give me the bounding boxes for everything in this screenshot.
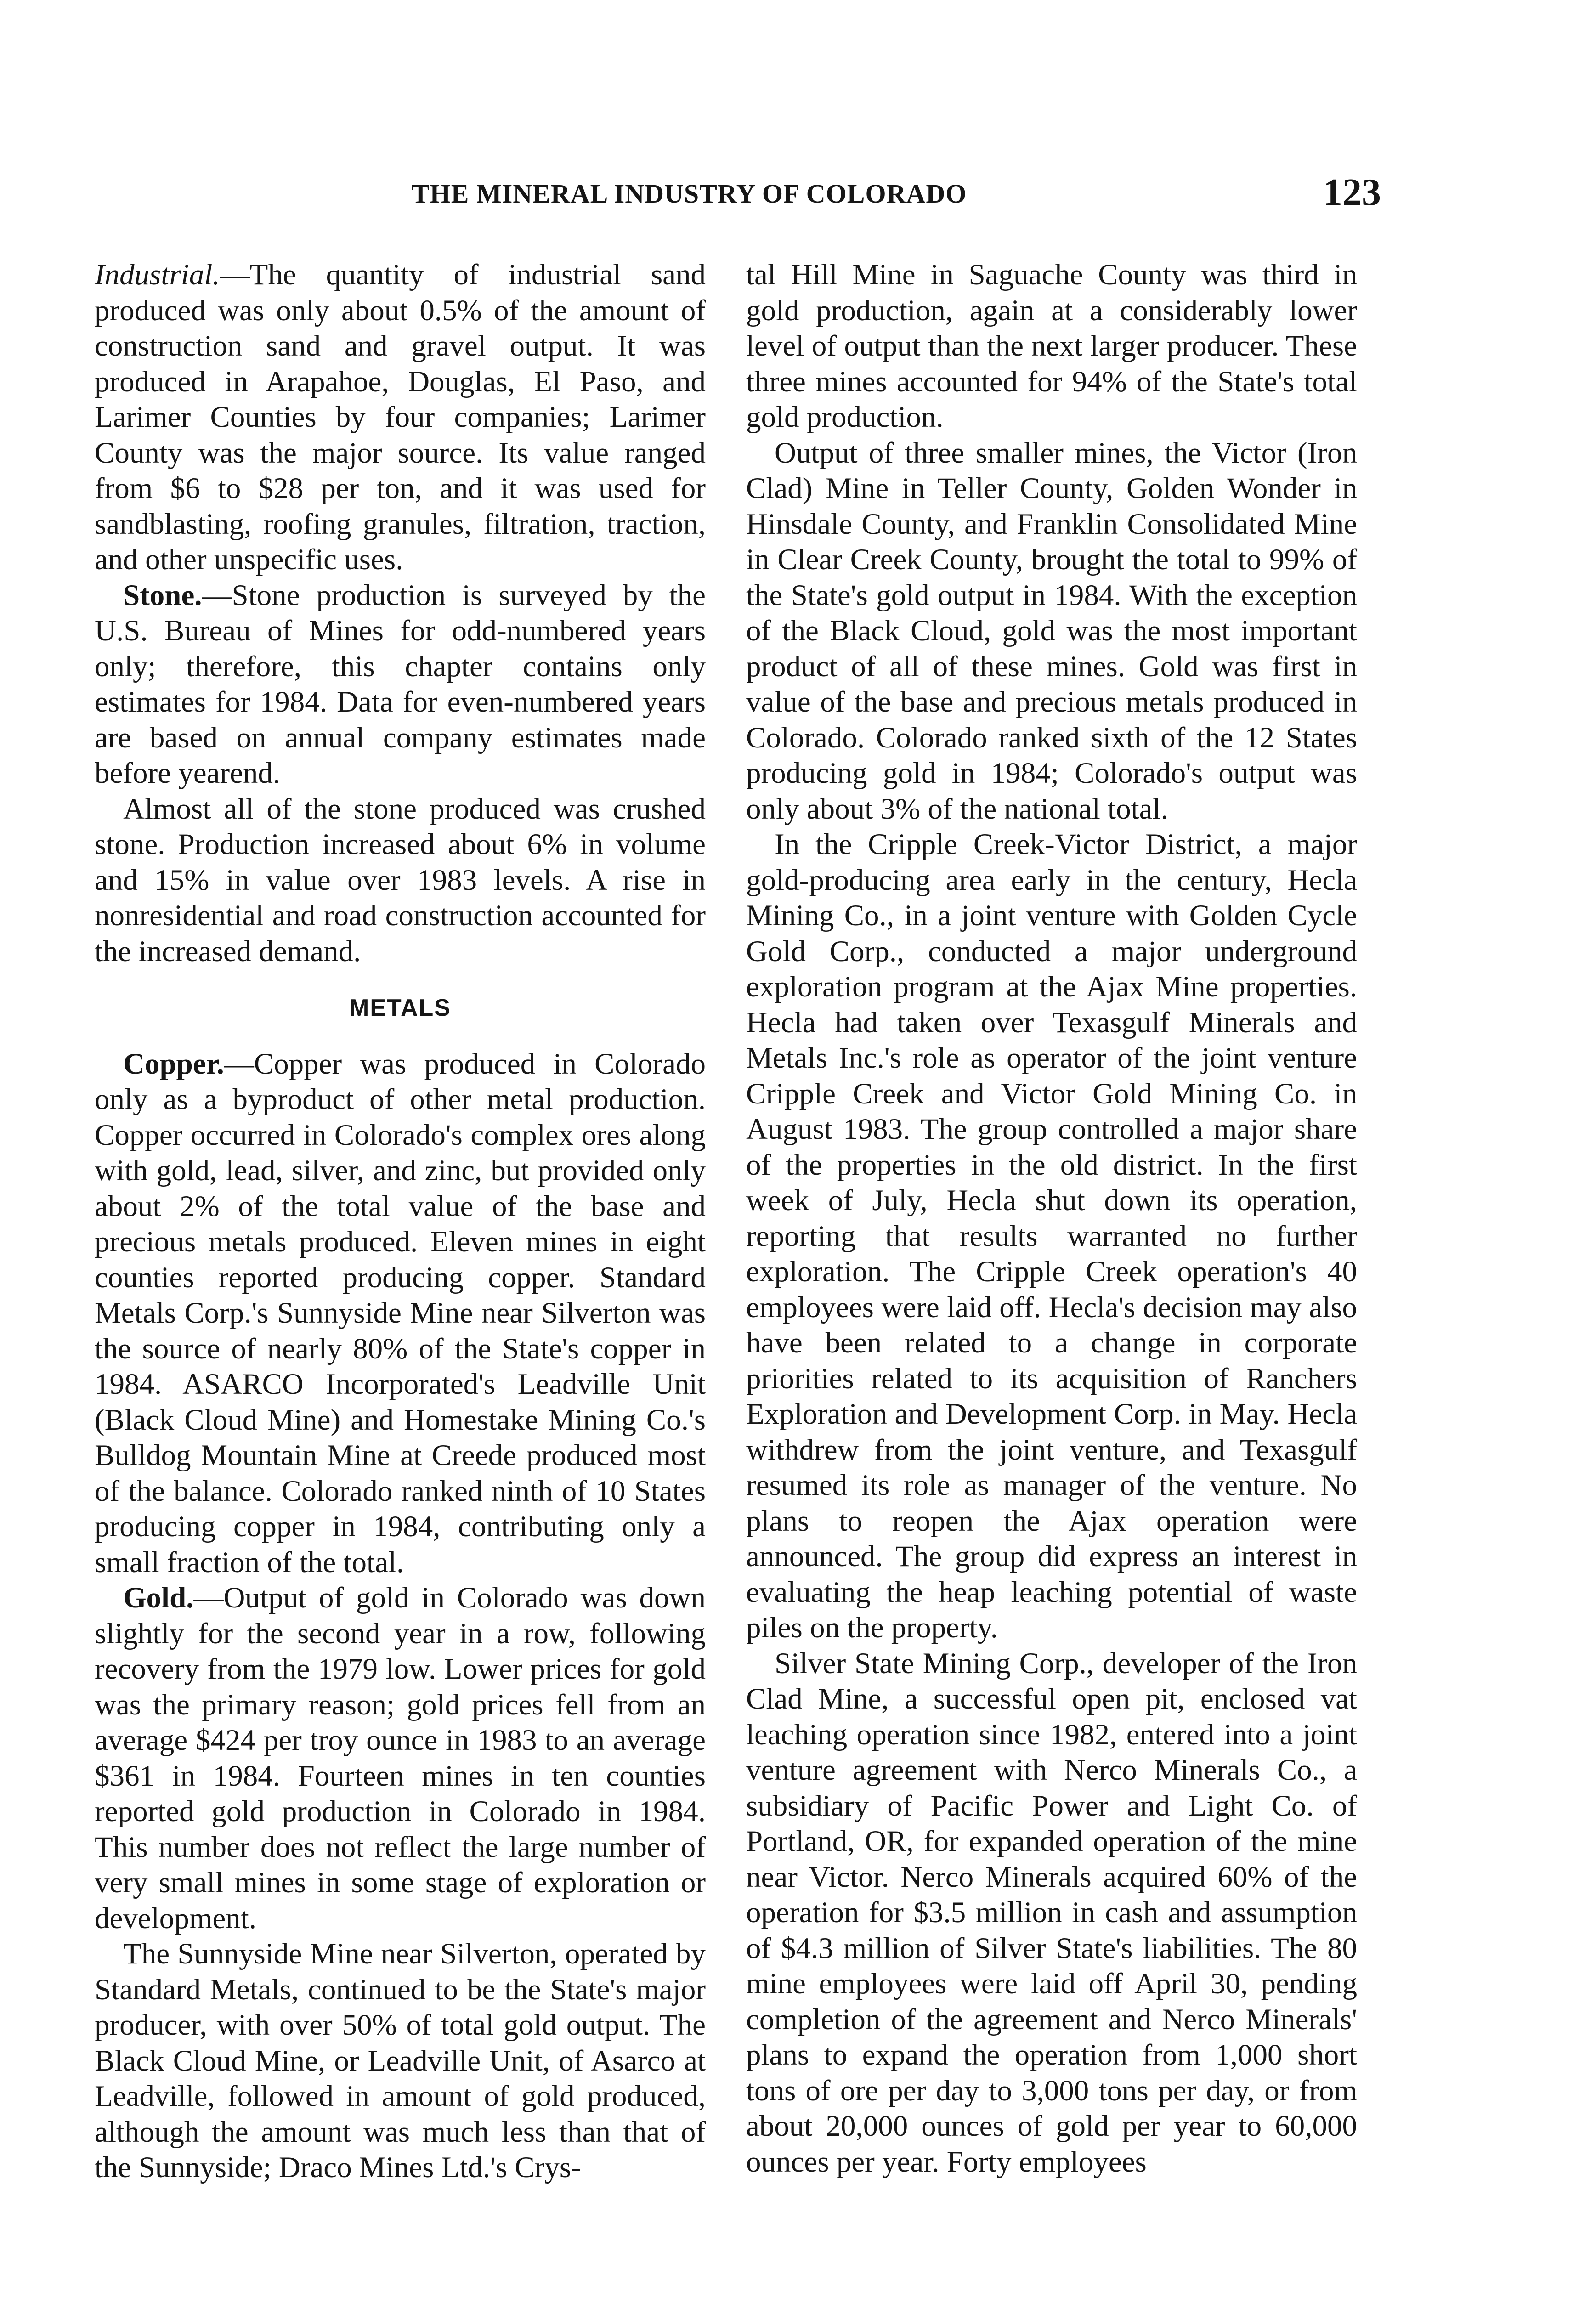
paragraph-stone [95, 578, 706, 792]
run-in-heading-copper: Copper. [123, 1047, 224, 1081]
running-head: THE MINERAL INDUSTRY OF COLORADO [412, 179, 967, 209]
paragraph-silver-state: Silver State Mining Corp., developer of the Iron Clad Mine, a successful open pit, enclosed vat leaching operation since 1982, entered into a joint venture agreement with Nerco Minerals Co., a subsidiary of Pacific Power and Light Co. of Portland, OR, for expanded operation of the mine near Victor. Nerco Minerals acquired 60% of the operation for $3.5 million in cash and assumption of $4.3 million of Silver State's liabilities. The 80 mine employees were laid off April 30, pending completion of the agreement and Nerco Minerals' plans to expand the operation from 1,000 short tons of ore per day to 3,000 tons per day, or from about 20,000 ounces of gold per year to 60,000 ounces per year. Forty employees [746, 1646, 1357, 2178]
paragraph-text: —The quantity of industrial sand produced was only about 0.5% of the amount of construction sand and gravel output. It was produced in Arapahoe, Douglas, El Paso, and Larimer Counties by four companies; Larimer County was the major source. Its value ranged from $6 to $28 per ton, and it was used for sandblasting, roofing granules, filtration, traction, and other unspecific uses. [95, 258, 706, 576]
paragraph-copper [95, 1047, 706, 1581]
run-in-heading-stone: Stone. [123, 578, 202, 612]
paragraph-gold [95, 1580, 706, 1936]
run-in-heading-gold: Gold. [123, 1581, 194, 1614]
paragraph-stone-crushed: Almost all of the stone produced was crushed stone. Production increased about 6% in volume and 15% in value over 1983 levels. A rise in nonresidential and road construction accounted for the increased demand. [95, 792, 706, 968]
run-in-heading-industrial: Industrial. [95, 258, 220, 291]
page-header [95, 170, 1381, 221]
right-column [746, 257, 1357, 2180]
page-number: 123 [1323, 171, 1381, 214]
paragraph-sunnyside: The Sunnyside Mine near Silverton, operated by Standard Metals, continued to be the State's major producer, with over 50% of total gold output. The Black Cloud Mine, or Leadville Unit, of Asarco at Leadville, followed in amount of gold produced, although the amount was much less than that of the Sunnyside; Draco Mines Ltd.'s Crys- [95, 1937, 706, 2184]
paragraph-industrial [95, 257, 706, 578]
left-column [95, 257, 706, 2186]
section-heading-metals: METALS [349, 995, 451, 1021]
paragraph-text: —Output of gold in Colorado was down slightly for the second year in a row, following recovery from the 1979 low. Lower prices for gold was the primary reason; gold prices fell from an average $424 per troy ounce in 1983 to an average $361 in 1984. Fourteen mines in ten counties reported gold production in Colorado in 1984. This number does not reflect the large number of very small mines in some stage of exploration or development. [95, 1581, 706, 1935]
paragraph-smaller-mines: Output of three smaller mines, the Victor (Iron Clad) Mine in Teller County, Golden Wonder in Hinsdale County, and Franklin Consolidated Mine in Clear Creek County, brought the total to 99% of the State's gold output in 1984. With the exception of the Black Cloud, gold was the most important product of all of these mines. Gold was first in value of the base and precious metals produced in Colorado. Colorado ranked sixth of the 12 States producing gold in 1984; Colorado's output was only about 3% of the national total. [746, 436, 1357, 826]
paragraph-text: —Stone production is surveyed by the U.S. Bureau of Mines for odd-numbered years only; therefore, this chapter contains only estimates for 1984. Data for even-numbered years are based on annual company estimates made before yearend. [95, 578, 706, 790]
paragraph-crystal-hill-continued: tal Hill Mine in Saguache County was third in gold production, again at a considerably lower level of output than the next larger producer. These three mines accounted for 94% of the State's total gold production. [746, 258, 1357, 434]
paragraph-cripple-creek: In the Cripple Creek-Victor District, a major gold-producing area early in the century, Hecla Mining Co., in a joint venture with Golden Cycle Gold Corp., conducted a major underground exploration program at the Ajax Mine properties. Hecla had taken over Texasgulf Minerals and Metals Inc.'s role as operator of the joint venture Cripple Creek and Victor Gold Mining Co. in August 1983. The group controlled a major share of the properties in the old district. In the first week of July, Hecla shut down its operation, reporting that results warranted no further exploration. The Cripple Creek operation's 40 employees were laid off. Hecla's decision may also have been related to a change in corporate priorities related to its acquisition of Ranchers Exploration and Development Corp. in May. Hecla withdrew from the joint venture, and Texasgulf resumed its role as manager of the venture. No plans to reopen the Ajax operation were announced. The group did express an interest in evaluating the heap leaching potential of waste piles on the property. [746, 828, 1357, 1644]
paragraph-text: —Copper was produced in Colorado only as a byproduct of other metal production. Copper occurred in Colorado's complex ores along with gold, lead, silver, and zinc, but provided only about 2% of the total value of the base and precious metals produced. Eleven mines in eight counties reported producing copper. Standard Metals Corp.'s Sunnyside Mine near Silverton was the source of nearly 80% of the State's copper in 1984. ASARCO Incorporated's Leadville Unit (Black Cloud Mine) and Homestake Mining Co.'s Bulldog Mountain Mine at Creede produced most of the balance. Colorado ranked ninth of 10 States producing copper in 1984, contributing only a small fraction of the total. [95, 1047, 706, 1579]
